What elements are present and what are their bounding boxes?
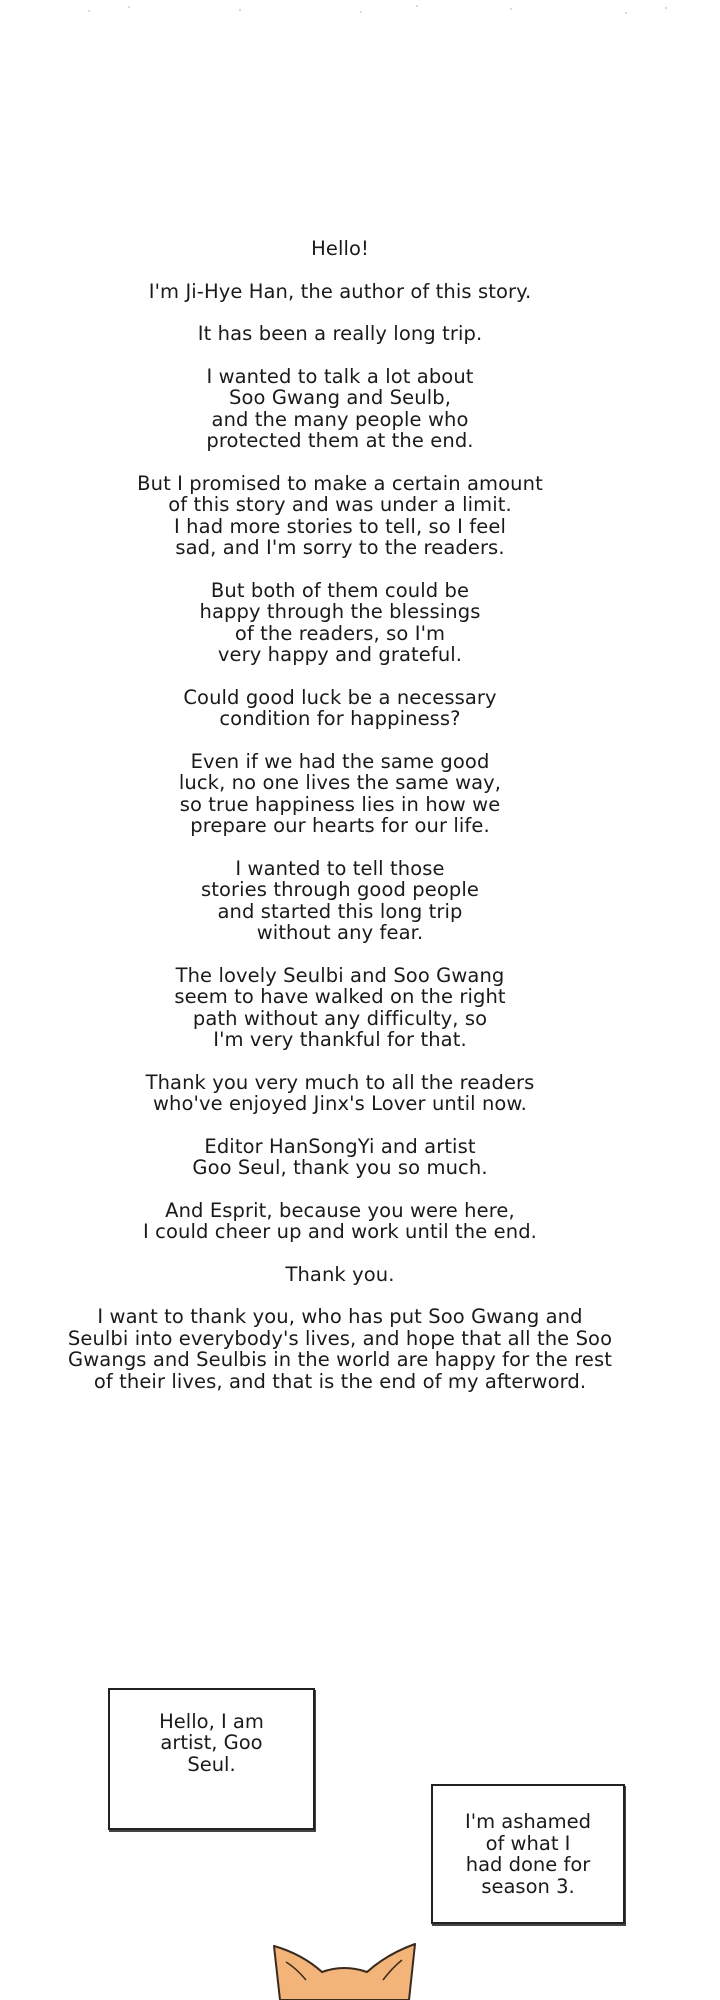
afterword-thanks-editor: Editor HanSongYi and artist Goo Seul, thank you so much. [192, 1134, 488, 1179]
afterword-paragraph: The lovely Seulbi and Soo Gwang seem to have walked on the right path without any difficulty, so I'm very thankful for that. [174, 963, 506, 1051]
afterword-paragraph: But I promised to make a certain amount of this story and was under a limit. I had more stories to tell, so I feel sad, and I'm sorry to the readers. [137, 471, 543, 559]
speech-box-artist-intro [108, 1688, 315, 1830]
speck [88, 10, 90, 12]
speech-box-text: I'm ashamed of what I had done for season 3. [464, 1810, 592, 1898]
afterword-paragraph: I wanted to talk a lot about Soo Gwang and Seulb, and the many people who protected them at the end. [206, 364, 474, 452]
cat-head-icon [272, 1940, 417, 2000]
speck [665, 7, 667, 9]
speech-box-artist-apology [431, 1784, 625, 1924]
speck [510, 8, 512, 10]
afterword-long-trip: It has been a really long trip. [197, 322, 483, 345]
afterword-closing: I want to thank you, who has put Soo Gwang and Seulbi into everybody's lives, and hope that all the Soo Gwangs and Seulbis in the world are happy for the rest of their lives, and that is the end of my afterword. [67, 1305, 613, 1393]
speck [360, 11, 362, 13]
afterword-thanks-esprit: And Esprit, because you were here, I could cheer up and work until the end. [143, 1198, 537, 1243]
speck [239, 9, 241, 11]
afterword-thank-you: Thank you. [285, 1262, 395, 1286]
cat-head-shape [274, 1944, 415, 2000]
afterword-author-intro: I'm Ji-Hye Han, the author of this story. [148, 279, 532, 303]
speck [128, 6, 130, 8]
afterword-paragraph: I wanted to tell those stories through good people and started this long trip without any fear. [201, 856, 479, 944]
afterword-thanks-readers: Thank you very much to all the readers who've enjoyed Jinx's Lover until now. [145, 1070, 535, 1115]
afterword-paragraph: Could good luck be a necessary condition for happiness? [183, 685, 497, 730]
top-edge-specks [0, 0, 720, 30]
afterword-paragraph: But both of them could be happy through the blessings of the readers, so I'm very happy and grateful. [199, 578, 481, 666]
speck [625, 12, 627, 14]
speech-box-text: Hello, I am artist, Goo Seul. [159, 1709, 264, 1776]
afterword-paragraph: Even if we had the same good luck, no one lives the same way, so true happiness lies in how we prepare our hearts for our life. [178, 749, 502, 837]
author-afterword [40, 238, 640, 1413]
speck [416, 5, 418, 7]
afterword-greeting: Hello! [311, 237, 369, 260]
